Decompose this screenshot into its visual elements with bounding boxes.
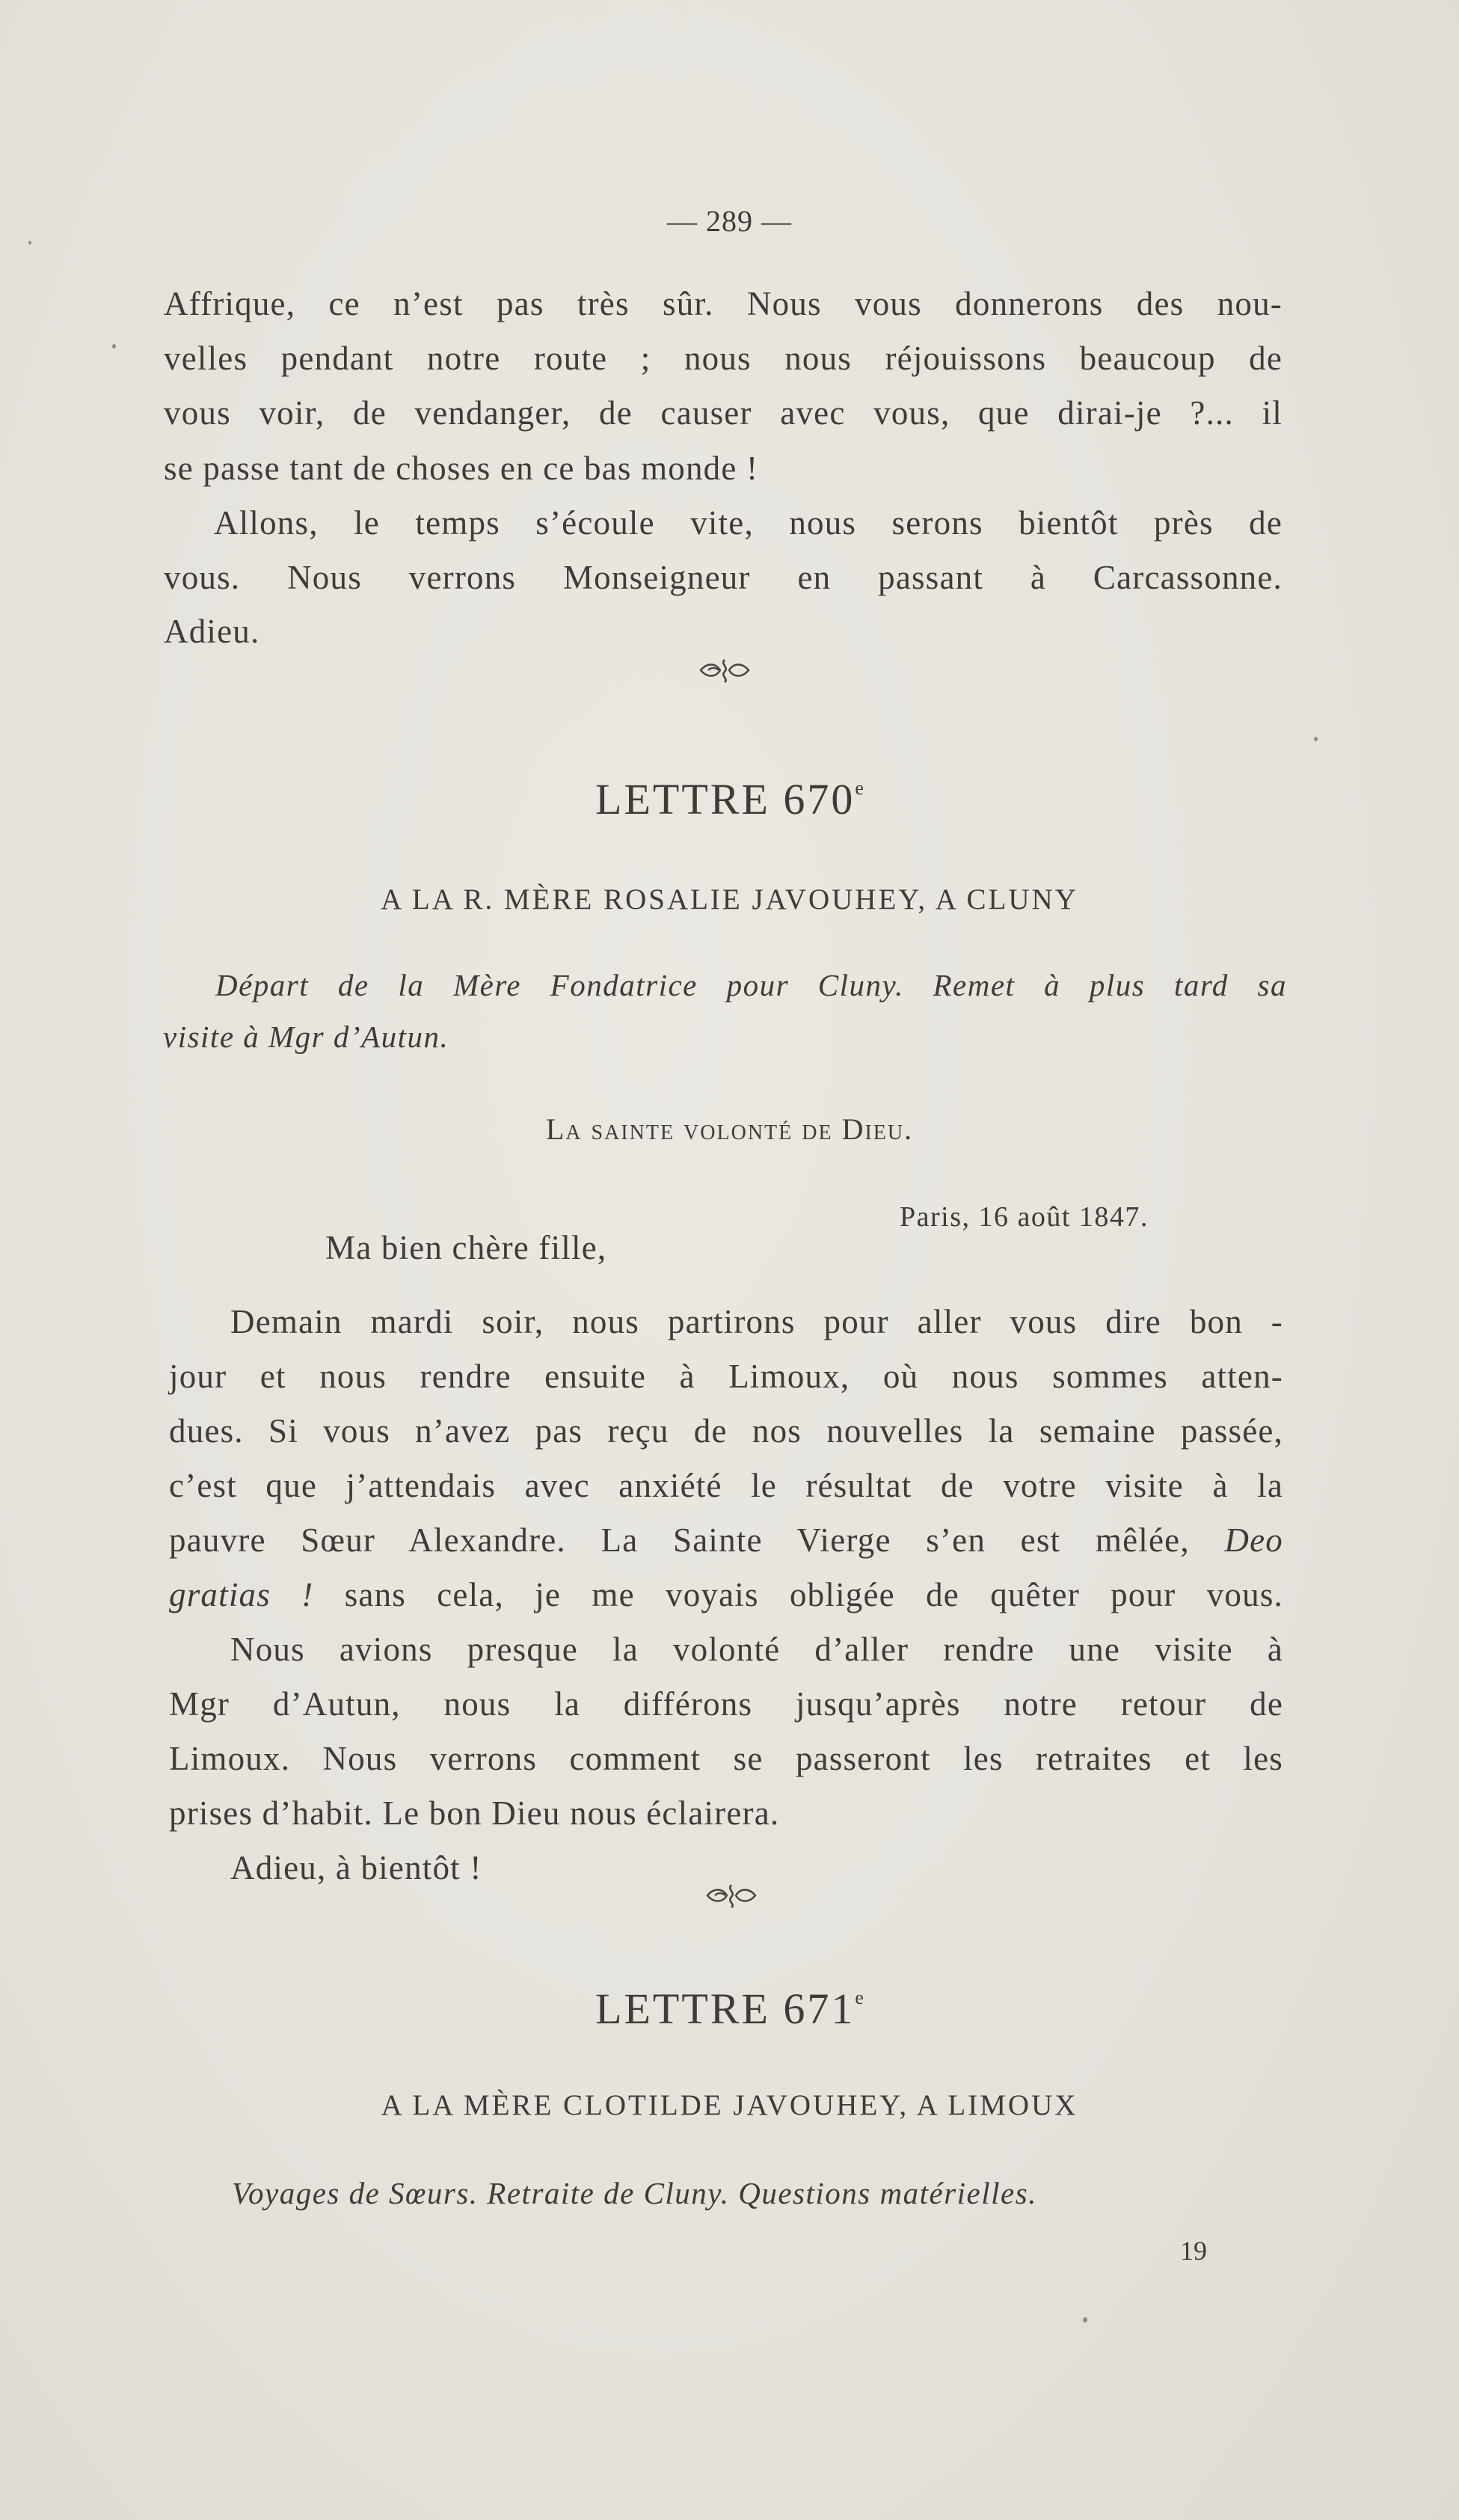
text-line: prises d’habit. Le bon Dieu nous éclairera. xyxy=(169,1794,780,1832)
letter-dateline: Paris, 16 août 1847. xyxy=(900,1201,1149,1233)
letter-motto: La sainte volonté de Dieu. xyxy=(545,1112,914,1146)
text-line: Mgr d’Autun, nous la différons jusqu’après notre retour de xyxy=(169,1685,1283,1723)
fleuron-ornament-icon xyxy=(704,1882,758,1909)
text-line: vous. Nous verrons Monseigneur en passant à Carcassonne. xyxy=(164,559,1283,596)
text-line: Allons, le temps s’écoule vite, nous serons bientôt près de xyxy=(214,504,1283,542)
text-line: Demain mardi soir, nous partirons pour aller vous dire bon - xyxy=(230,1303,1283,1340)
letter-summary-line: visite à Mgr d’Autun. xyxy=(163,1020,449,1054)
text-line: Limoux. Nous verrons comment se passeront les retraites et les xyxy=(169,1740,1283,1777)
text-line: velles pendant notre route ; nous nous réjouissons beaucoup de xyxy=(164,340,1283,377)
text-line: se passe tant de choses en ce bas monde ! xyxy=(164,450,759,487)
fleuron-ornament-icon xyxy=(698,657,752,684)
paper-speck xyxy=(28,241,31,245)
text-line: jour et nous rendre ensuite à Limoux, où nous sommes atten- xyxy=(169,1358,1283,1395)
text-line: gratias ! sans cela, je me voyais obligée de quêter pour vous. xyxy=(169,1576,1283,1613)
letter-heading: LETTRE 671e xyxy=(595,1984,864,2033)
text-line: Nous avions presque la volonté d’aller rendre une visite à xyxy=(230,1631,1283,1668)
text-line: dues. Si vous n’avez pas reçu de nos nouvelles la semaine passée, xyxy=(169,1412,1283,1450)
page-number: — 289 — xyxy=(667,204,792,238)
text-line: vous voir, de vendanger, de causer avec vous, que dirai-je ?... il xyxy=(164,394,1283,432)
letter-recipient: A LA MÈRE CLOTILDE JAVOUHEY, A LIMOUX xyxy=(381,2089,1078,2121)
letter-recipient: A LA R. MÈRE ROSALIE JAVOUHEY, A CLUNY xyxy=(381,883,1078,916)
letter-summary-line: Départ de la Mère Fondatrice pour Cluny. Remet à plus tard sa xyxy=(215,968,1287,1002)
text-line: c’est que j’attendais avec anxiété le résultat de votre visite à la xyxy=(169,1467,1283,1504)
paper-speck xyxy=(1083,2317,1087,2323)
paper-speck xyxy=(1314,737,1318,741)
letter-summary-line: Voyages de Sœurs. Retraite de Cluny. Questions matérielles. xyxy=(232,2176,1037,2210)
letter-salutation: Ma bien chère fille, xyxy=(325,1229,607,1266)
paper-speck xyxy=(112,344,116,349)
signature-mark: 19 xyxy=(1180,2236,1207,2266)
text-line: pauvre Sœur Alexandre. La Sainte Vierge s’en est mêlée, Deo xyxy=(169,1521,1283,1559)
letter-heading: LETTRE 670e xyxy=(595,775,864,824)
text-line: Adieu. xyxy=(164,613,260,650)
text-line: Affrique, ce n’est pas très sûr. Nous vous donnerons des nou- xyxy=(164,285,1283,322)
text-line: Adieu, à bientôt ! xyxy=(230,1849,482,1886)
